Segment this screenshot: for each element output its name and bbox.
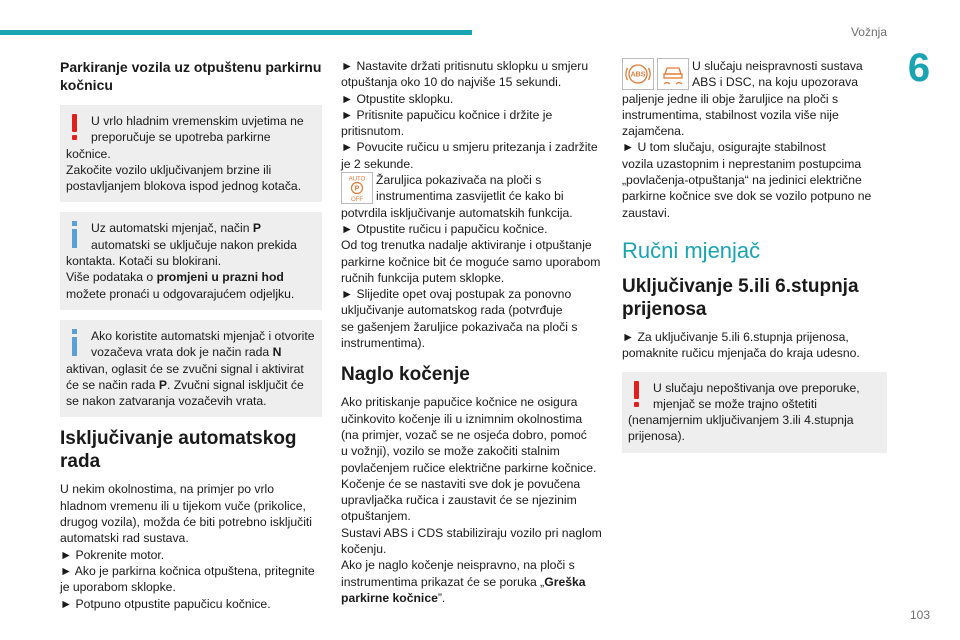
section-title: Vožnja [850, 25, 887, 39]
text-line: paljenje jedne ili obje žaruljice na ploči s [622, 91, 839, 106]
header-accent-bar [0, 30, 472, 35]
text-line: ► Pokrenite motor. [60, 547, 165, 562]
svg-text:OFF: OFF [351, 197, 363, 204]
text-line: hladnom vremenu ili u tijekom vuče (prikolice, [60, 498, 306, 513]
text-line: zajamčena. [622, 124, 685, 139]
text-line: instrumentima prikazat će se poruka „Greška [341, 574, 586, 589]
warning-icon [67, 114, 81, 142]
abs-icon [622, 58, 654, 90]
text-line: ► Ako je parkirna kočnica otpuštena, pritegnite [60, 563, 315, 578]
text-line: Žaruljica pokazivača na ploči s [376, 173, 542, 188]
info-icon [67, 329, 81, 357]
text-line: parkirne kočnice bit će moguće samo uporabom [341, 254, 601, 269]
chapter-number: 6 [907, 46, 931, 90]
text-line: ► Potpuno otpustite papučicu kočnice. [60, 596, 271, 611]
disable-auto-heading: Isključivanje automatskog rada [60, 428, 297, 473]
info-icon [67, 221, 81, 249]
text-line: U slučaju nepoštivanja ove preporuke, [653, 380, 860, 395]
text-line: će se način rada P. Zvučni signal isključit će [66, 377, 304, 392]
text-line: mjenjač se može trajno oštetiti [653, 396, 817, 411]
text-line: Ako je naglo kočenje neispravno, na ploči s [341, 558, 575, 573]
column-3 [622, 58, 887, 463]
text-line: Od tog trenutka nadalje aktiviranje i otpuštanje [341, 238, 592, 253]
text-line: možete pronaći u odgovarajućem odjeljku. [66, 286, 295, 301]
text-line: ► Za uključivanje 5.ili 6.stupnja prijenosa, [622, 329, 849, 344]
text-line: instrumentima, stabilnost vozila više nije [622, 107, 839, 122]
text-line: ► Povucite ručicu u smjeru pritezanja i zadržite [341, 140, 598, 155]
text-line: kočnice. [66, 146, 111, 161]
text-line: ► U tom slučaju, osigurajte stabilnost [622, 140, 826, 155]
stability-control-icon [657, 58, 689, 90]
text-line: upravljačka ručica i zaustavit će se njezinim [341, 493, 577, 508]
text-line: U nekim okolnostima, na primjer po vrlo [60, 482, 275, 497]
text-line: (na primjer, vozač se ne osjeća dobro, pomoć [341, 427, 587, 442]
text-line: Sustavi ABS i CDS stabiliziraju vozilo pri naglom [341, 525, 602, 540]
text-line: ► Otpustite ručicu i papučicu kočnice. [341, 221, 548, 236]
text-line: automatski rad sustava. [60, 531, 189, 546]
text-line: Ako pritiskanje papučice kočnice ne osigura [341, 395, 578, 410]
text-line: ► Nastavite držati pritisnutu sklopku u smjeru [341, 59, 589, 73]
text-line: se gašenjem žaruljice pokazivača na ploči s [341, 319, 578, 334]
chapter-tab [897, 36, 960, 99]
text-line: potvrdila isključivanje automatskih funkcija. [341, 205, 573, 220]
text-line: uključivanje automatskog rada (potvrđuje [341, 303, 563, 318]
warning-box-gearbox [622, 372, 887, 453]
manual-gearbox-heading: Ručni mjenjač [622, 237, 761, 263]
text-line: U slučaju neispravnosti sustava [692, 59, 863, 73]
text-line: aktivan, oglasit će se zvučni signal i aktivirat [66, 361, 304, 376]
column-2 [341, 58, 604, 606]
text-line: instrumentima zasvijetlit će kako bi [376, 189, 564, 204]
abs-warning-row [622, 58, 887, 91]
auto-off-row [341, 172, 604, 205]
text-line: automatski se uključuje nakon prekida [91, 237, 297, 252]
text-line: u vožnji), vozilo se može zakočiti stalnim [341, 444, 560, 459]
text-line: je uporabom sklopke. [60, 580, 176, 595]
text-line: kočenju. [341, 542, 387, 557]
text-line: U vrlo hladnim vremenskim uvjetima ne [91, 114, 304, 128]
column-1 [60, 58, 322, 612]
text-line: pritisnutom. [341, 124, 404, 139]
text-line: ABS i DSC, na koju upozorava [692, 75, 858, 90]
page-number: 103 [909, 608, 930, 622]
text-line: parkirne kočnice”. [341, 590, 446, 605]
text-line: kontakta. Kotači su blokirani. [66, 254, 222, 269]
text-line: otpuštanja oko 10 do najviše 15 sekundi. [341, 75, 562, 90]
text-line: Ako koristite automatski mjenjač i otvorite [91, 328, 315, 343]
gear-engage-heading: Uključivanje 5.ili 6.stupnja prijenosa [622, 275, 859, 320]
text-line: otpuštanjem. [341, 509, 411, 524]
text-line: „povlačenja-otpuštanja“ na jedinici električne [622, 173, 862, 188]
auto-off-p-icon [341, 172, 373, 204]
text-line: zaustavi. [622, 205, 671, 220]
text-line: povlačenjem ručice električne parkirne kočnice. [341, 460, 597, 475]
text-line: prijenosa). [628, 429, 685, 444]
svg-text:P: P [354, 185, 360, 193]
parking-heading: Parkiranje vozila uz otpuštenu parkirnu kočnicu [60, 59, 322, 93]
text-line: Zakočite vozilo uključivanjem brzine ili [66, 162, 272, 177]
text-line: vozačeva vrata dok je način rada N [91, 345, 282, 360]
text-line: ► Pritisnite papučicu kočnice i držite je [341, 107, 553, 122]
text-line: Više podataka o promjeni u prazni hod [66, 270, 284, 285]
text-line: ► Otpustite sklopku. [341, 91, 454, 106]
text-line: ručnih funkcija putem sklopke. [341, 270, 505, 285]
text-line: parkirne kočnice sve dok se vozilo potpuno ne [622, 189, 872, 204]
info-box-mode-n [60, 320, 322, 417]
info-box-mode-p [60, 212, 322, 309]
text-line: se nakon zatvaranja vozačevih vrata. [66, 394, 267, 409]
text-line: preporučuje se upotreba parkirne [91, 130, 271, 145]
text-line: Kočenje će se nastaviti sve dok je povučena [341, 476, 581, 491]
text-line: ► Slijedite opet ovaj postupak za ponovno [341, 287, 572, 302]
text-line: učinkovito kočenje ili u iznimnim okolnostima [341, 411, 583, 426]
svg-text:AUTO: AUTO [348, 176, 366, 183]
text-line: instrumentima). [341, 336, 425, 351]
svg-text:ABS: ABS [630, 71, 646, 79]
text-line: (nenamjernim uključivanjem 3.ili 4.stupnja [628, 413, 854, 428]
text-line: Uz automatski mjenjač, način P [91, 221, 262, 236]
warning-box-cold [60, 105, 322, 202]
text-line: pomaknite ručicu mjenjača do kraja udesno. [622, 346, 860, 361]
emergency-braking-heading: Naglo kočenje [341, 364, 470, 386]
text-line: postavljanjem blokova ispod jednog kotača. [66, 179, 302, 194]
text-line: je 2 sekunde. [341, 156, 414, 171]
text-line: vozila uzastopnim i neprestanim postupcima [622, 156, 862, 171]
text-line: drugog vozila), možda će biti potrebno isključiti [60, 515, 312, 530]
warning-icon [629, 381, 643, 409]
